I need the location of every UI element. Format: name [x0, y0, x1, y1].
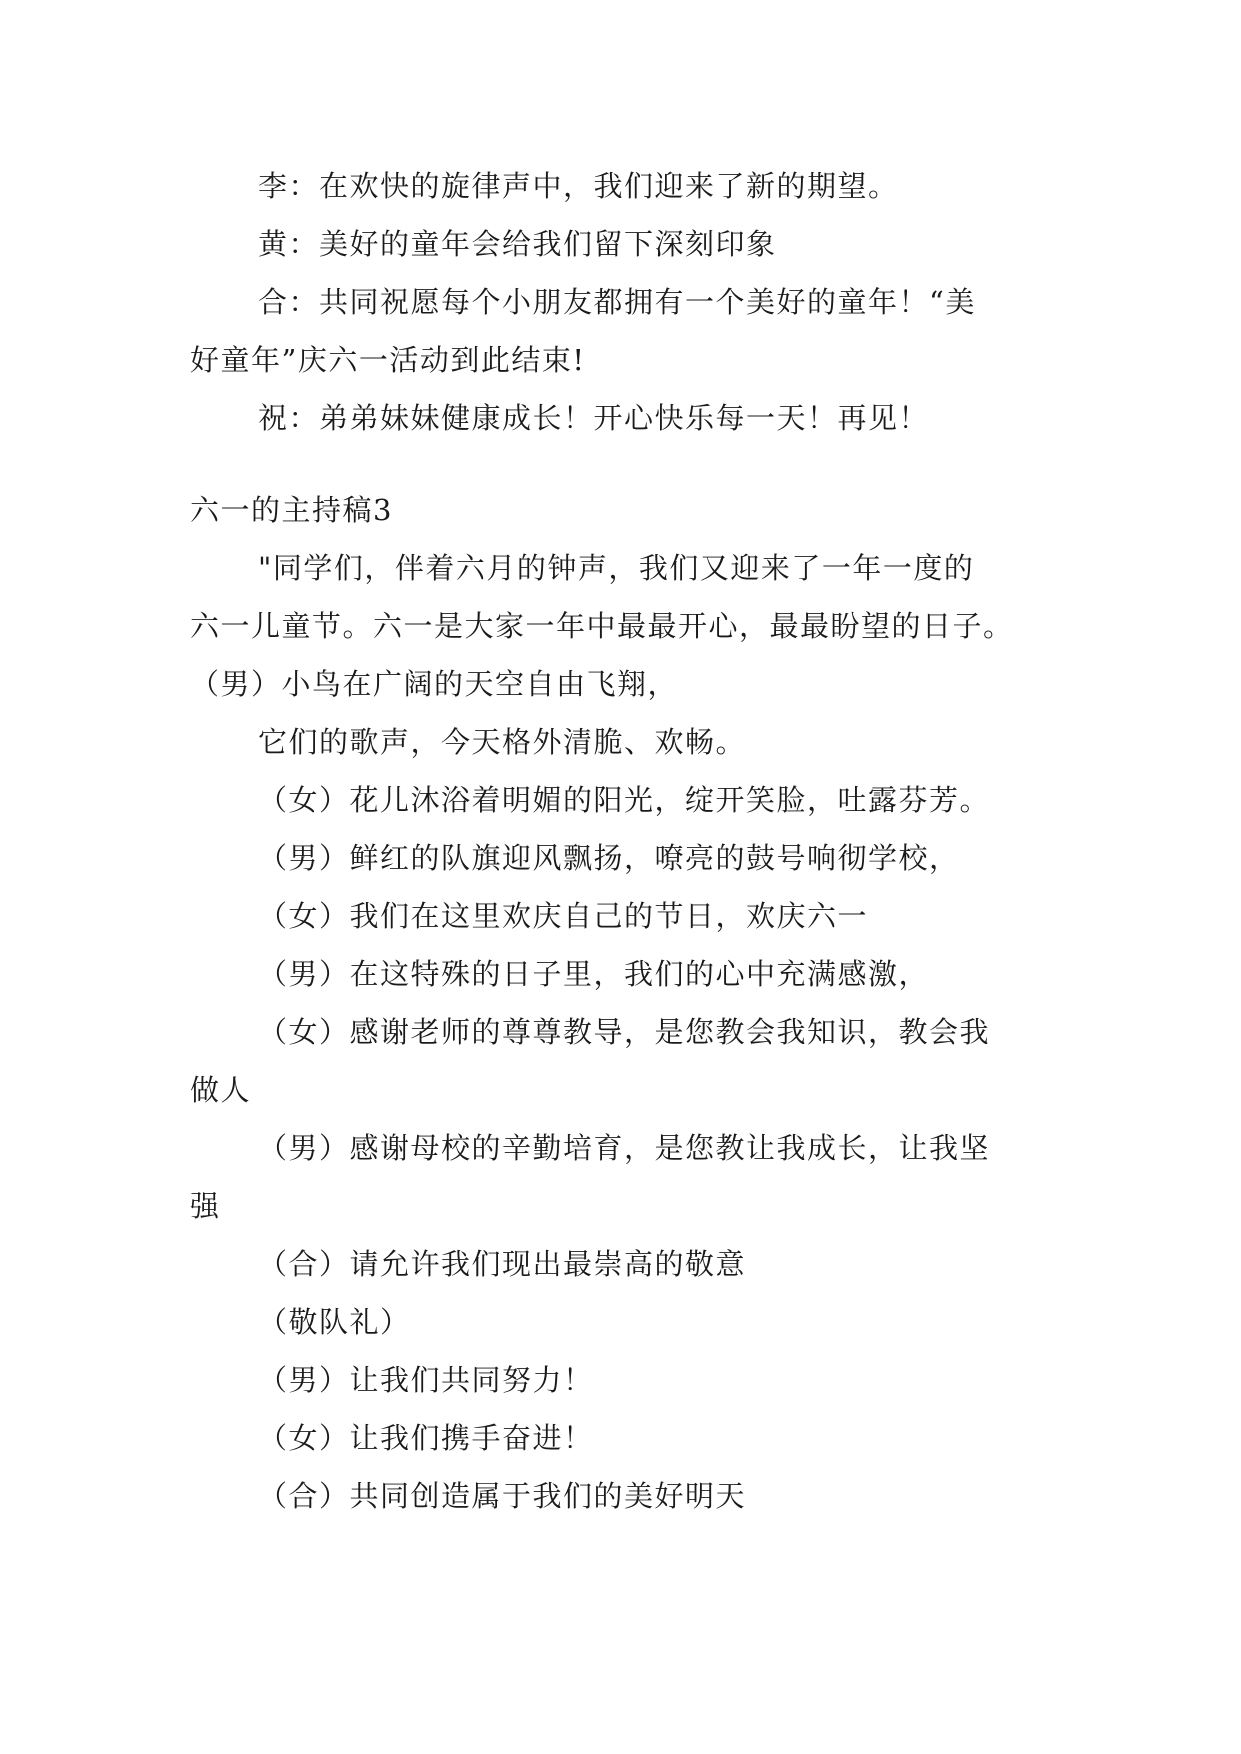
dialogue-line-zhu: 祝：弟弟妹妹健康成长！开心快乐每一天！再见！ — [258, 401, 930, 435]
dialogue-line-li: 李：在欢快的旋律声中，我们迎来了新的期望。 — [258, 169, 899, 203]
paragraph-line: 做人 — [190, 1073, 252, 1107]
section-heading: 六一的主持稿3 — [190, 493, 393, 527]
paragraph-line: 它们的歌声，今天格外清脆、欢畅。 — [258, 725, 747, 759]
dialogue-line-huang: 黄：美好的童年会给我们留下深刻印象 — [258, 227, 777, 261]
paragraph-line: （合）请允许我们现出最崇高的敬意 — [258, 1247, 747, 1281]
paragraph-line: "同学们，伴着六月的钟声，我们又迎来了一年一度的 — [258, 551, 975, 585]
dialogue-line-together-cont: 好童年”庆六一活动到此结束! — [190, 343, 586, 377]
paragraph-line: （女）我们在这里欢庆自己的节日，欢庆六一 — [258, 899, 869, 933]
paragraph-line: （女）花儿沐浴着明媚的阳光，绽开笑脸，吐露芬芳。 — [258, 783, 991, 817]
paragraph-line: （男）鲜红的队旗迎风飘扬，嘹亮的鼓号响彻学校， — [258, 841, 960, 875]
dialogue-line-together: 合：共同祝愿每个小朋友都拥有一个美好的童年！“美 — [258, 285, 976, 319]
paragraph-line: （男）小鸟在广阔的天空自由飞翔， — [190, 667, 679, 701]
paragraph-line: （敬队礼） — [258, 1305, 411, 1339]
paragraph-line: （男）让我们共同努力！ — [258, 1363, 594, 1397]
paragraph-line: （男）感谢母校的辛勤培育，是您教让我成长，让我坚 — [258, 1131, 991, 1165]
paragraph-line: 强 — [190, 1189, 221, 1223]
paragraph-line: （男）在这特殊的日子里，我们的心中充满感激， — [258, 957, 930, 991]
paragraph-line: （合）共同创造属于我们的美好明天 — [258, 1479, 747, 1513]
paragraph-line: （女）让我们携手奋进！ — [258, 1421, 594, 1455]
paragraph-line: （女）感谢老师的尊尊教导，是您教会我知识，教会我 — [258, 1015, 991, 1049]
paragraph-line: 六一儿童节。六一是大家一年中最最开心，最最盼望的日子。 — [190, 609, 1014, 643]
